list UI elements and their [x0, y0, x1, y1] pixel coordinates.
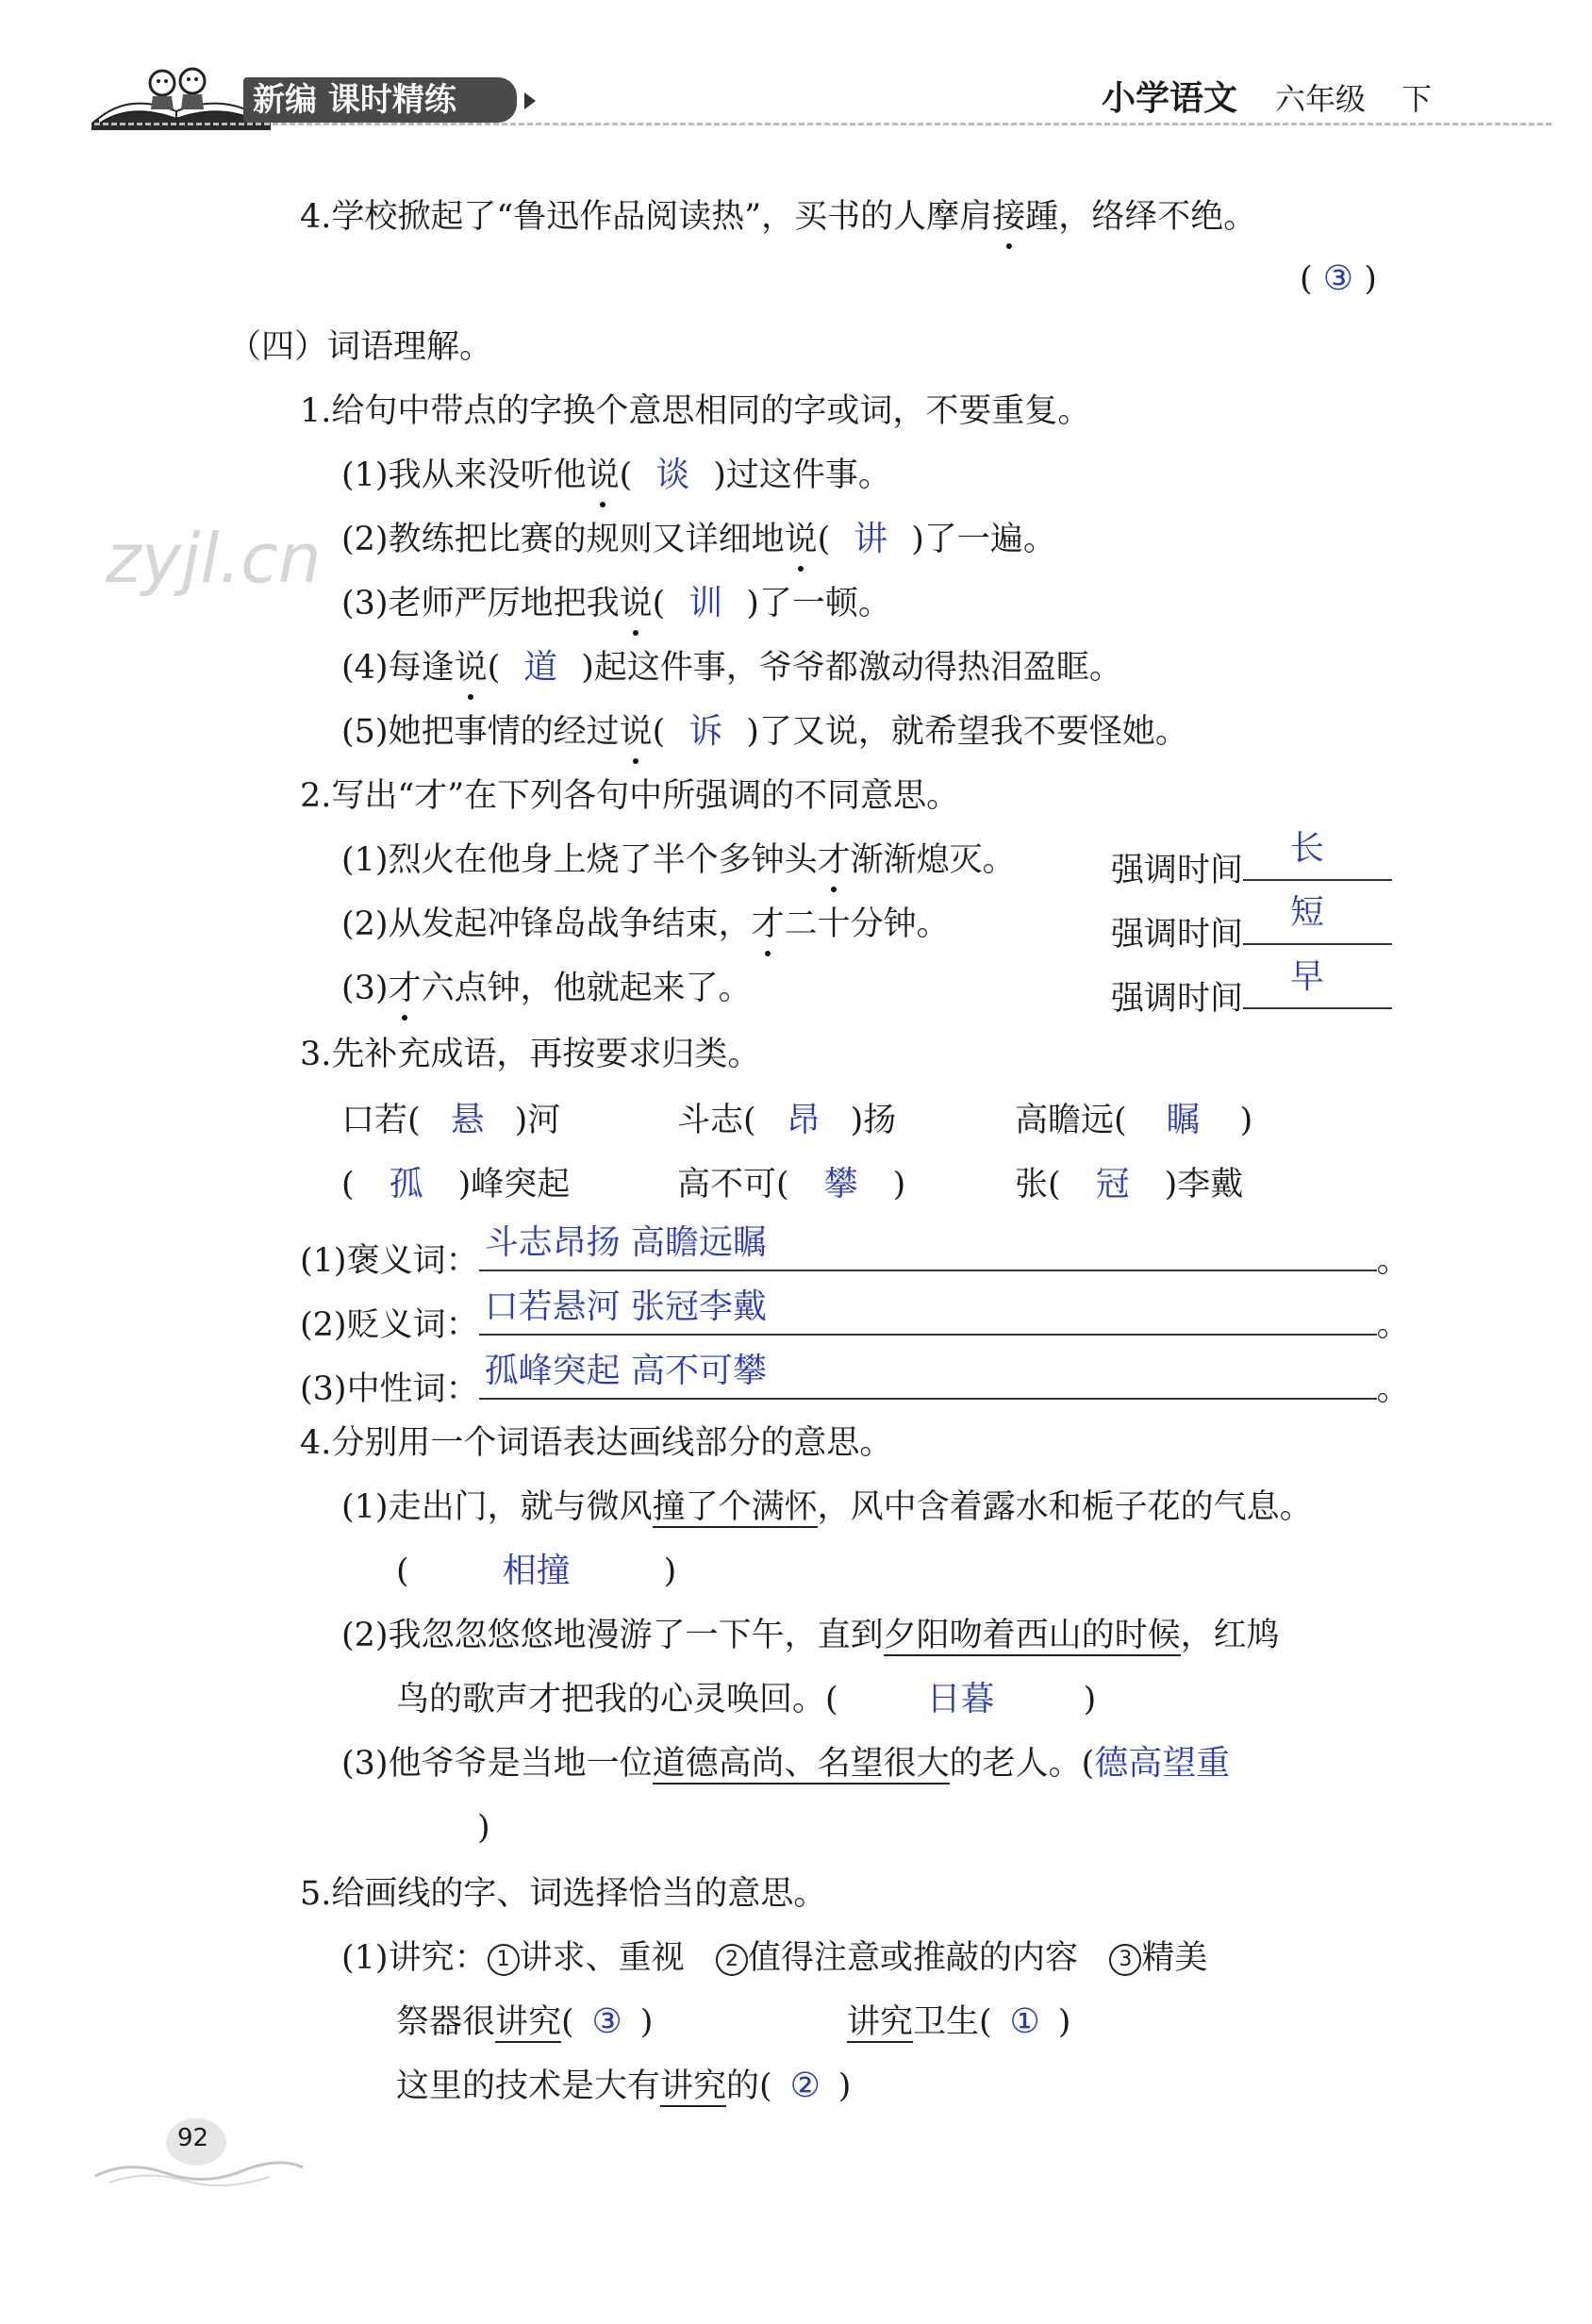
answer-text: 孤峰突起 高不可攀 [484, 1352, 768, 1390]
q1-stem: 1.给句中带点的字换个意思相同的字或词，不要重复。 [300, 392, 1091, 430]
q5-sentence: 讲究卫生( ① ) [847, 2002, 1071, 2041]
grade-label: 六年级 [1275, 81, 1367, 117]
category-row: (1)褒义词： 斗志昂扬 高瞻远瞩 。 [300, 1226, 1410, 1284]
page-number: 92 [177, 2124, 209, 2152]
header-rule [94, 123, 1551, 125]
q1-item: (1)我从来没听他说( 谈 )过这件事。 [341, 453, 891, 498]
answer-text: 口若悬河 张冠李戴 [484, 1287, 768, 1326]
q4-stem: 4.分别用一个词语表达画线部分的意思。 [300, 1424, 893, 1462]
prev-answer: ( ③ ) [1300, 259, 1377, 298]
underlined-phrase: 讲究 [847, 2003, 914, 2041]
answer-text: 早 [1290, 957, 1325, 996]
idiom: 斗志( 昂 )扬 [677, 1101, 897, 1139]
answer-text: 攀 [823, 1165, 858, 1204]
q4-item: (2)我忽忽悠悠地漫游了一下午，直到夕阳吻着西山的时候，红鸠 [341, 1617, 1280, 1654]
q2-item: (1)烈火在他身上烧了半个多钟头才渐渐熄灭。 [341, 838, 1016, 883]
q1-item: (4)每逢说( 道 )起这件事，爷爷都激动得热泪盈眶。 [341, 645, 1122, 690]
series-title: 新编 课时精练 [253, 81, 456, 119]
q2-label: 强调时间 早 [1111, 966, 1392, 1021]
answer-text: 讲 [854, 520, 888, 558]
wave-decoration-icon [91, 2152, 307, 2190]
subject-title: 小学语文 [1102, 79, 1238, 118]
q2-label: 强调时间 短 [1111, 902, 1392, 957]
volume-label: 下 [1401, 81, 1433, 117]
idiom: 高不可( 攀 ) [677, 1165, 906, 1204]
answer-text: 相撞 [502, 1552, 571, 1590]
q4-item: (3)他爷爷是当地一位道德高尚、名望很大的老人。(德高望重 [341, 1744, 1231, 1783]
answer-text: 冠 [1095, 1165, 1130, 1204]
q2-item: (3)才六点钟，他就起来了。 [341, 966, 752, 1011]
answer-text: 悬 [450, 1101, 485, 1139]
q4-item: (1)走出门，就与微风撞了个满怀，风中含着露水和栀子花的气息。 [341, 1488, 1313, 1526]
underlined-phrase: 讲究 [495, 2003, 562, 2041]
idiom: 张( 冠 )李戴 [1015, 1165, 1244, 1204]
category-row: (2)贬义词： 口若悬河 张冠李戴 。 [300, 1290, 1410, 1348]
text: 4.学校掀起了“鲁迅作品阅读热”，买书的人摩肩 [300, 198, 993, 236]
answer-text: 斗志昂扬 高瞻远瞩 [484, 1223, 768, 1262]
answer-text: 长 [1290, 829, 1325, 868]
q4-close-paren: ) [477, 1809, 490, 1847]
underlined-phrase: 撞了个满怀 [652, 1488, 818, 1526]
answer-text: 德高望重 [1094, 1744, 1231, 1783]
banner-arrow-icon [524, 92, 536, 109]
underlined-phrase: 道德高尚、名望很大 [652, 1745, 950, 1783]
q5-options: (1)讲究： 1 讲求、重视 2 值得注意或推敲的内容 3 精美 [341, 1939, 1208, 1977]
q4-answer: ( 相撞 ) [396, 1552, 677, 1590]
answer-text: 孤 [389, 1165, 423, 1204]
answer-text: 谈 [655, 456, 690, 494]
answer-text: ③ [1322, 259, 1354, 298]
watermark: zyjl.cn [106, 519, 322, 598]
answer-text: 训 [688, 584, 723, 622]
idiom: ( 孤 )峰突起 [341, 1165, 571, 1204]
answer-text: 日暮 [926, 1680, 995, 1718]
q2-label: 强调时间 长 [1111, 838, 1392, 893]
answer-text: 短 [1290, 893, 1325, 932]
underlined-phrase: 讲究 [660, 2067, 727, 2105]
underlined-phrase: 夕阳吻着西山的时候 [883, 1617, 1181, 1654]
prev-question-4 [300, 194, 1256, 240]
q3-stem: 3.先补充成语，再按要求归类。 [300, 1036, 761, 1073]
dotted-char: 接 [992, 194, 1025, 240]
q1-item: (5)她把事情的经过说( 诉 )了又说，就希望我不要怪她。 [341, 709, 1188, 755]
answer-text: ③ [591, 2002, 622, 2041]
q2-stem: 2.写出“才”在下列各句中所强调的不同意思。 [300, 777, 960, 815]
q2-item: (2)从发起冲锋岛战争结束，才二十分钟。 [341, 902, 950, 947]
answer-text: 诉 [688, 712, 723, 751]
text: 踵，络绎不绝。 [1025, 198, 1257, 236]
q5-stem: 5.给画线的字、词选择恰当的意思。 [300, 1875, 827, 1913]
answer-text: 瞩 [1166, 1101, 1201, 1139]
answer-text: 昂 [786, 1101, 821, 1139]
answer-text: ① [1009, 2002, 1040, 2041]
q1-item: (2)教练把比赛的规则又详细地说( 讲 )了一遍。 [341, 517, 1056, 562]
section-title: （四）词语理解。 [228, 328, 493, 366]
answer-text: 道 [523, 648, 558, 687]
idiom: 高瞻远( 瞩 ) [1015, 1101, 1253, 1139]
q1-item: (3)老师严厉地把我说( 训 )了一顿。 [341, 581, 891, 626]
q5-sentence: 祭器很讲究( ③ ) [396, 2002, 654, 2041]
q4-item: 鸟的歌声才把我的心灵唤回。( 日暮 ) [396, 1680, 1097, 1718]
category-row: (3)中性词： 孤峰突起 高不可攀 。 [300, 1354, 1410, 1412]
q5-sentence: 这里的技术是大有讲究的( ② ) [396, 2067, 852, 2105]
answer-text: ② [789, 2067, 821, 2105]
idiom: 口若( 悬 )河 [341, 1101, 561, 1139]
